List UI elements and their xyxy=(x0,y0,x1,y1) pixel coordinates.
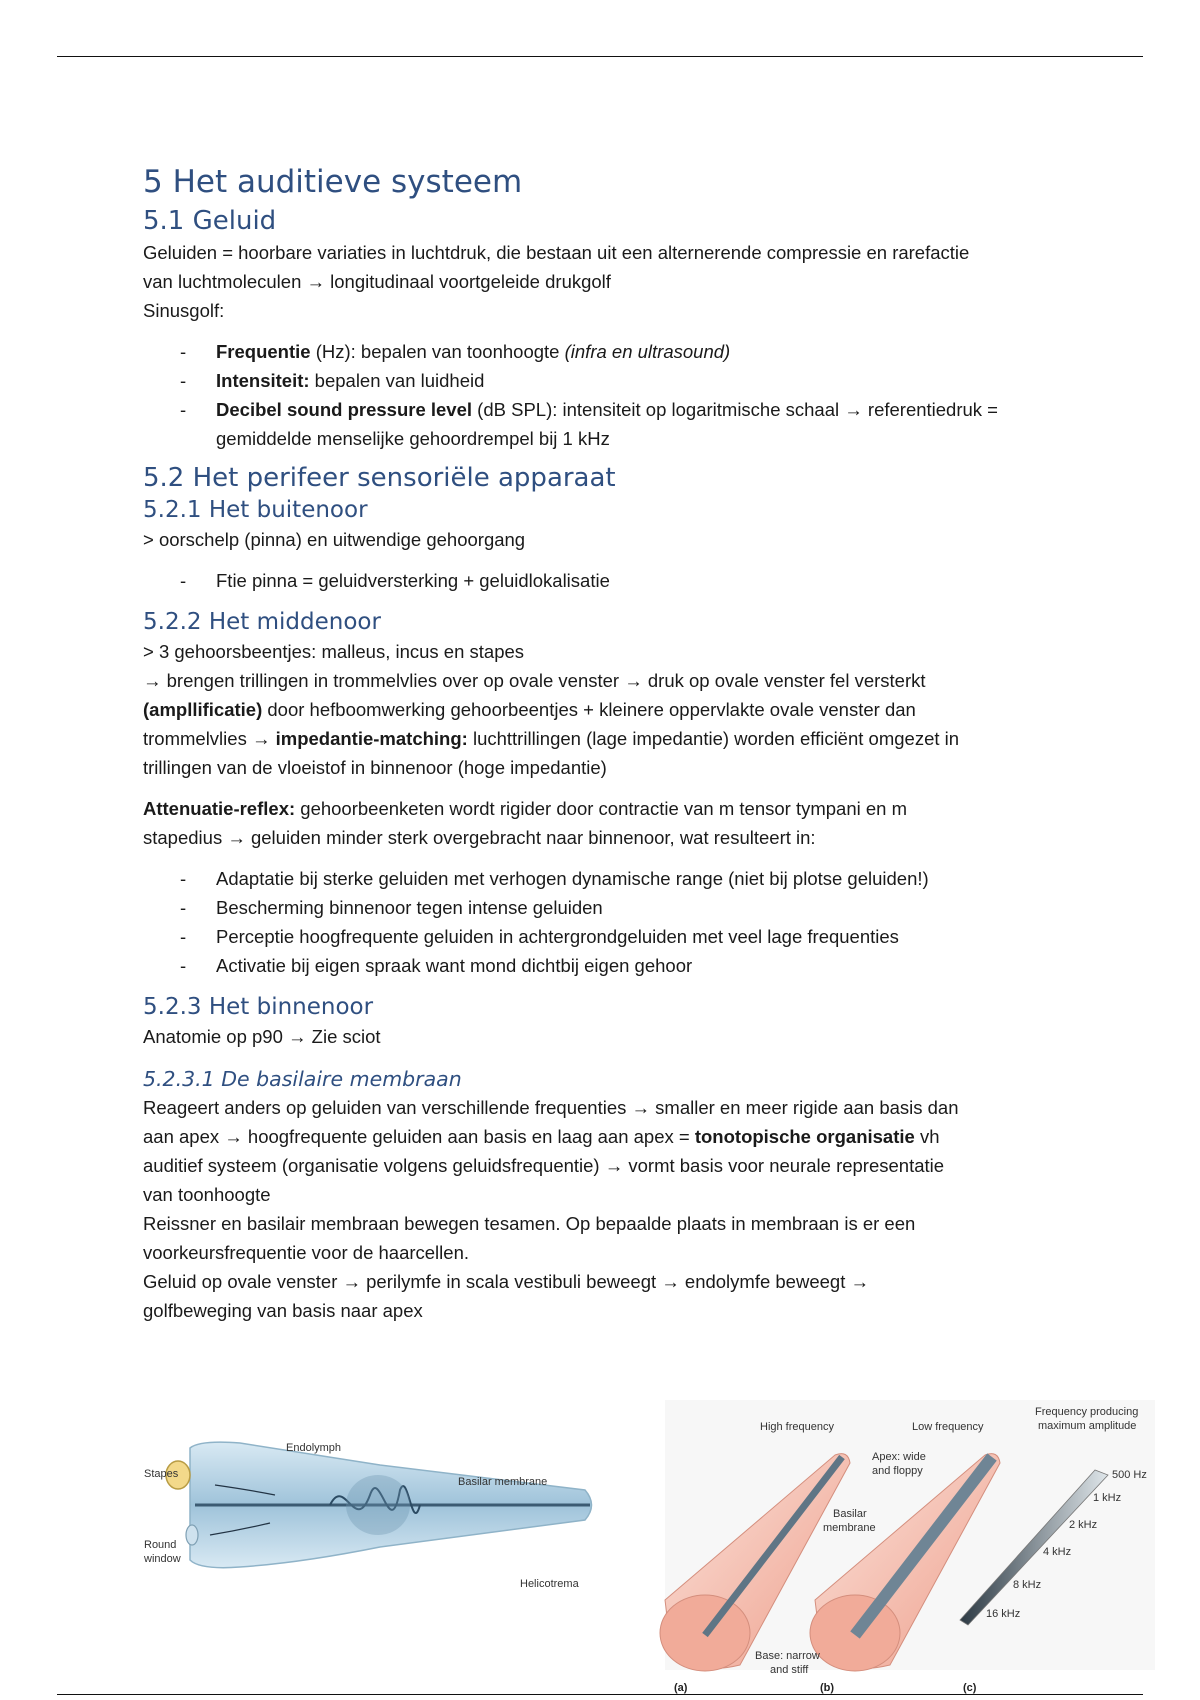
list-item-text: Activatie bij eigen spraak want mond dichtbij eigen gehoor xyxy=(216,955,693,976)
label-basilar-membrane: Basilar membrane xyxy=(458,1476,548,1488)
list-item-text: (dB SPL): intensiteit op logaritmische schaal → referentiedruk = xyxy=(472,399,998,420)
section-5-2-title: 5.2 Het perifeer sensoriële apparaat xyxy=(143,463,616,493)
list-item: - Perceptie hoogfrequente geluiden in achtergrondgeluiden met veel lage frequenties xyxy=(180,926,899,947)
label-round-window-1: Round xyxy=(144,1539,177,1551)
section-5-2-2-title: 5.2.2 Het middenoor xyxy=(143,609,381,635)
text: door hefboomwerking gehoorbeentjes + kleinere oppervlakte ovale venster dan xyxy=(262,699,916,720)
section-5-1-title: 5.1 Geluid xyxy=(143,206,277,236)
term-db-spl: Decibel sound pressure level xyxy=(216,399,473,420)
label-helicotrema: Helicotrema xyxy=(520,1578,579,1590)
list-item: - Ftie pinna = geluidversterking + geluidlokalisatie xyxy=(180,570,610,591)
text: vh xyxy=(914,1126,940,1147)
list-item: - Adaptatie bij sterke geluiden met verhogen dynamische range (niet bij plotse geluiden!) xyxy=(180,868,929,889)
term-intensiteit: Intensiteit: xyxy=(216,370,310,391)
chapter-title: 5 Het auditieve systeem xyxy=(143,164,523,200)
text: trommelvlies → xyxy=(143,728,276,749)
paragraph-geluid-line1: Geluiden = hoorbare variaties in luchtdruk, die bestaan uit een alternerende compressie en rarefactie xyxy=(143,242,970,263)
text: luchttrillingen (lage impedantie) worden efficiënt omgezet in xyxy=(467,728,960,749)
basilar-membrane-cones-diagram xyxy=(660,1400,1155,1694)
list-item: - Frequentie (Hz): bepalen van toonhoogte (infra en ultrasound) xyxy=(180,341,731,362)
paragraph-basilair-l2 xyxy=(143,1122,1073,1151)
list-item-text: Adaptatie bij sterke geluiden met verhogen dynamische range (niet bij plotse geluiden!) xyxy=(216,868,929,889)
label-apex-1: Apex: wide xyxy=(872,1451,926,1463)
section-5-2-3-title: 5.2.3 Het binnenoor xyxy=(143,994,374,1020)
list-item-text: Ftie pinna = geluidversterking + geluidlokalisatie xyxy=(216,570,610,591)
paragraph-basilair-l1: Reageert anders op geluiden van verschillende frequenties → smaller en meer rigide aan basis dan xyxy=(143,1097,959,1118)
panel-label-a: (a) xyxy=(674,1682,688,1694)
paragraph-middenoor-l1: > 3 gehoorsbeentjes: malleus, incus en stapes xyxy=(143,641,525,662)
freq-label: 4 kHz xyxy=(1043,1546,1072,1558)
term-impedantie-matching: impedantie-matching: xyxy=(275,728,468,749)
cochlea-figure xyxy=(0,1395,1200,1695)
list-item: - Bescherming binnenoor tegen intense geluiden xyxy=(180,897,603,918)
label-apex-2: and floppy xyxy=(872,1465,923,1477)
paragraph-buitenoor: > oorschelp (pinna) en uitwendige gehoorgang xyxy=(143,529,526,550)
list-item-continuation: gemiddelde menselijke gehoordrempel bij 1 kHz xyxy=(216,428,610,449)
label-freq-producing-2: maximum amplitude xyxy=(1038,1420,1137,1432)
text: gehoorbeenketen wordt rigider door contractie van m tensor tympani en m xyxy=(295,798,907,819)
panel-label-c: (c) xyxy=(963,1682,977,1694)
section-5-2-1-title: 5.2.1 Het buitenoor xyxy=(143,497,368,523)
list-item: - Intensiteit: bepalen van luidheid xyxy=(180,370,485,391)
label-endolymph: Endolymph xyxy=(286,1442,342,1454)
paragraph-geluid-line2: van luchtmoleculen → longitudinaal voortgeleide drukgolf xyxy=(143,271,611,292)
label-high-frequency: High frequency xyxy=(760,1421,834,1433)
freq-label: 16 kHz xyxy=(986,1608,1021,1620)
paragraph-middenoor-l2: → brengen trillingen in trommelvlies over op ovale venster → druk op ovale venster fel versterkt xyxy=(143,670,926,691)
term-amplificatie: (ampllificatie) xyxy=(143,699,263,720)
paragraph-middenoor-l5: trillingen van de vloeistof in binnenoor (hoge impedantie) xyxy=(143,757,607,778)
paragraph-attenuatie-l2: stapedius → geluiden minder sterk overgebracht naar binnenoor, wat resulteert in: xyxy=(143,827,816,848)
attenuatie-list xyxy=(143,864,1073,980)
list-item: - Decibel sound pressure level (dB SPL): intensiteit op logaritmische schaal → referentiedruk = gemiddelde menselijke gehoordrempel bij 1 kHz xyxy=(180,399,998,449)
paragraph-binnenoor: Anatomie op p90 → Zie sciot xyxy=(143,1026,381,1047)
list-item-text: bepalen van luidheid xyxy=(309,370,485,391)
uncoiled-cochlea-diagram xyxy=(143,1442,592,1590)
label-basilar-2: membrane xyxy=(823,1522,876,1534)
paragraph-basilair-l4: van toonhoogte xyxy=(143,1184,271,1205)
text: aan apex → hoogfrequente geluiden aan basis en laag aan apex = xyxy=(143,1126,695,1147)
panel-label-b: (b) xyxy=(820,1682,835,1694)
paragraph-basilair-l3: auditief systeem (organisatie volgens geluidsfrequentie) → vormt basis voor neurale representatie xyxy=(143,1155,945,1176)
term-attenuatie-reflex: Attenuatie-reflex: xyxy=(143,798,296,819)
paragraph-middenoor-l3 xyxy=(143,695,1073,724)
label-low-frequency: Low frequency xyxy=(912,1421,984,1433)
header-rule xyxy=(57,56,1143,57)
freq-label: 500 Hz xyxy=(1112,1469,1147,1481)
wave-region xyxy=(346,1475,410,1535)
sinusgolf-list xyxy=(143,337,1073,453)
buitenoor-list xyxy=(143,566,1073,595)
paragraph-sinusgolf: Sinusgolf: xyxy=(143,300,225,321)
freq-label: 8 kHz xyxy=(1013,1579,1042,1591)
label-freq-producing-1: Frequency producing xyxy=(1035,1406,1139,1418)
freq-label: 1 kHz xyxy=(1093,1492,1122,1504)
section-5-2-3-1-title: 5.2.3.1 De basilaire membraan xyxy=(143,1067,462,1091)
paragraph-basilair-l8: golfbeweging van basis naar apex xyxy=(143,1300,423,1321)
label-stapes: Stapes xyxy=(144,1468,179,1480)
paragraph-attenuatie-l1 xyxy=(143,794,1073,823)
document-body xyxy=(143,162,1073,1325)
round-window-shape xyxy=(186,1525,198,1545)
term-frequentie: Frequentie xyxy=(216,341,311,362)
label-round-window-2: window xyxy=(144,1553,181,1565)
label-base-2: and stiff xyxy=(770,1664,809,1676)
list-item: - Activatie bij eigen spraak want mond dichtbij eigen gehoor xyxy=(180,955,693,976)
term-tonotopische-organisatie: tonotopische organisatie xyxy=(694,1126,915,1147)
list-item-text: Perceptie hoogfrequente geluiden in achtergrondgeluiden met veel lage frequenties xyxy=(216,926,899,947)
paragraph-basilair-l5: Reissner en basilair membraan bewegen tesamen. Op bepaalde plaats in membraan is er een xyxy=(143,1213,916,1234)
label-base-1: Base: narrow xyxy=(755,1650,820,1662)
list-item-italic: (infra en ultrasound) xyxy=(564,341,731,362)
list-item-text: Bescherming binnenoor tegen intense geluiden xyxy=(216,897,603,918)
footer-rule xyxy=(57,1694,1143,1695)
label-basilar-1: Basilar xyxy=(833,1508,867,1520)
paragraph-basilair-l7: Geluid op ovale venster → perilymfe in scala vestibuli beweegt → endolymfe beweegt → xyxy=(143,1271,869,1292)
paragraph-middenoor-l4 xyxy=(143,724,1073,753)
freq-label: 2 kHz xyxy=(1069,1519,1098,1531)
paragraph-basilair-l6: voorkeursfrequentie voor de haarcellen. xyxy=(143,1242,469,1263)
list-item-text: (Hz): bepalen van toonhoogte xyxy=(310,341,565,362)
